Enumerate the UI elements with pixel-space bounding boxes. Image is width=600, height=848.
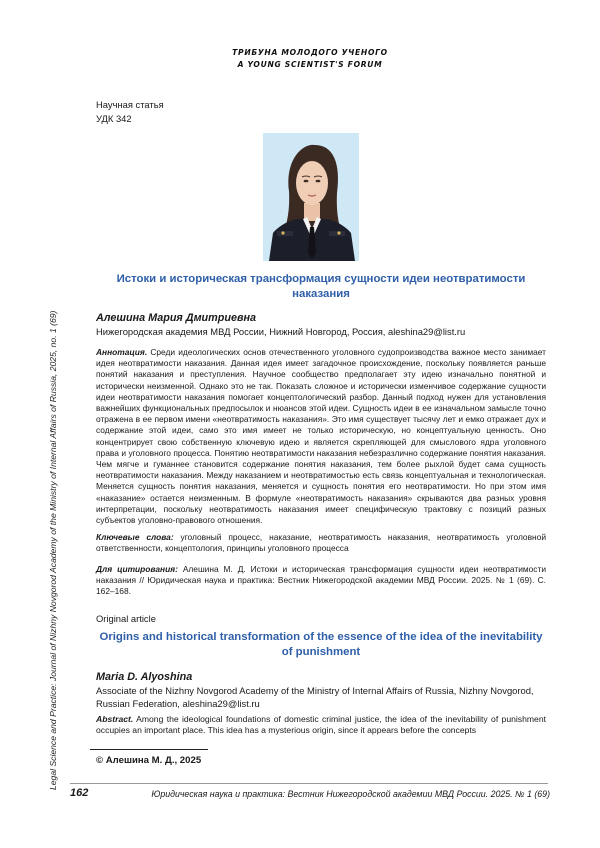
author-portrait-illustration xyxy=(263,133,359,261)
footnote-divider xyxy=(90,749,208,750)
author-affiliation-ru: Нижегородская академия МВД России, Нижний Новгород, Россия, aleshina29@list.ru xyxy=(96,325,546,338)
footer-divider xyxy=(70,783,548,784)
section-title-ru: ТРИБУНА МОЛОДОГО УЧЕНОГО xyxy=(200,47,420,59)
page-number: 162 xyxy=(70,787,88,799)
article-type-en: Original article xyxy=(96,613,156,624)
author-name-en: Maria D. Alyoshina xyxy=(96,670,546,684)
article-type: Научная статья xyxy=(96,98,164,112)
journal-footer: Юридическая наука и практика: Вестник Нижегородской академии МВД России. 2025. № 1 (69) xyxy=(130,789,550,799)
article-meta xyxy=(96,98,164,126)
abstract-en xyxy=(96,714,546,736)
article-title-en: Origins and historical transformation of the essence of the idea of the inevitability of punishment xyxy=(96,630,546,660)
author-block-ru xyxy=(96,311,546,338)
abstract-label-ru: Аннотация. xyxy=(96,347,147,357)
author-photo xyxy=(263,133,359,261)
keywords-label-ru: Ключевые слова: xyxy=(96,532,174,542)
side-journal-caption: Legal Science and Practice: Journal of Nizhny Novgorod Academy of the Ministry of Internal Affairs of Russia, 2025, no. 1 (69) xyxy=(48,210,62,790)
copyright-notice: © Алешина М. Д., 2025 xyxy=(96,755,201,766)
abstract-label-en: Abstract. xyxy=(96,714,133,724)
author-name-ru: Алешина Мария Дмитриевна xyxy=(96,311,546,325)
journal-section-header xyxy=(200,47,420,71)
abstract-ru xyxy=(96,347,546,526)
abstract-text-en: Among the ideological foundations of domestic criminal justice, the idea of the inevitability of punishment occupies an important place. This idea has a mysterious origin, since it appears before the concepts xyxy=(96,714,546,735)
citation-ru xyxy=(96,564,546,598)
section-title-en: A YOUNG SCIENTIST'S FORUM xyxy=(200,59,420,71)
author-block-en xyxy=(96,670,546,710)
abstract-text-ru: Среди идеологических основ отечественного уголовного судопроизводства важное место занимает идея неотвратимости наказания. Данная идея имеет загадочное происхождение, поскольку появляется раньше понятий наказания и преступления. Научное сообщество предполагает эту идею изначально понятной и исторически неизменной. Однако это не так. Показать сложное и исторически изменчивое содержание сущности идеи неотвратимости наказания помогает концептологический разбор. Данный подход нужен для установления важнейших функциональных предпосылок и нюансов этой идеи. Сущность идеи в ее изначальном замысле точно отражена в ее первом имени «неотвратимость наказания». Это имя существует тысячу лет и емко отражает дух и содержание этой идеи, само это имя имеет не только историческую, но концептуальную ценность. Оно концентрирует свою собственную ключевую идею и является скрепляющей для смыслового ядра уголовного права и уголовного процесса. Понятию неотвратимости наказания небезразлично содержание понятия наказания. Чем мягче и гуманнее становится содержание понятия наказания, тем более рыхлой будет сама сущность неотвратимости наказания. Между наказанием и неотвратимостью есть связь концептуальная и технологическая. Меняется сущность понятия наказания, меняется и сущность понятия его неотвратимости. Но при этом имя «наказание» остается неизменным. В формуле «неотвратимость наказания» скрываются два разных уровня интерпретации, поскольку неотвратимость наказания имеет специфическую трактовку с позиций разных субъектов уголовно-правового отношения. xyxy=(96,347,546,525)
keywords-ru xyxy=(96,532,546,554)
article-title-ru: Истоки и историческая трансформация сущности идеи неотвратимости наказания xyxy=(96,272,546,302)
udc-code: УДК 342 xyxy=(96,112,164,126)
keywords-text-ru: уголовный процесс, наказание, неотвратимость наказания, неотвратимость уголовной ответственности, концептология, принципы уголовного процесса xyxy=(96,532,546,553)
citation-text-ru: Алешина М. Д. Истоки и историческая трансформация сущности идеи неотвратимости наказания // Юридическая наука и практика: Вестник Нижегородской академии МВД России. 2025. № 1 (69). С. 162–168. xyxy=(96,564,546,596)
author-affiliation-en: Associate of the Nizhny Novgorod Academy of the Ministry of Internal Affairs of Russia, Nizhny Novgorod, Russian Federation, aleshina29@list.ru xyxy=(96,684,546,710)
citation-label-ru: Для цитирования: xyxy=(96,564,178,574)
